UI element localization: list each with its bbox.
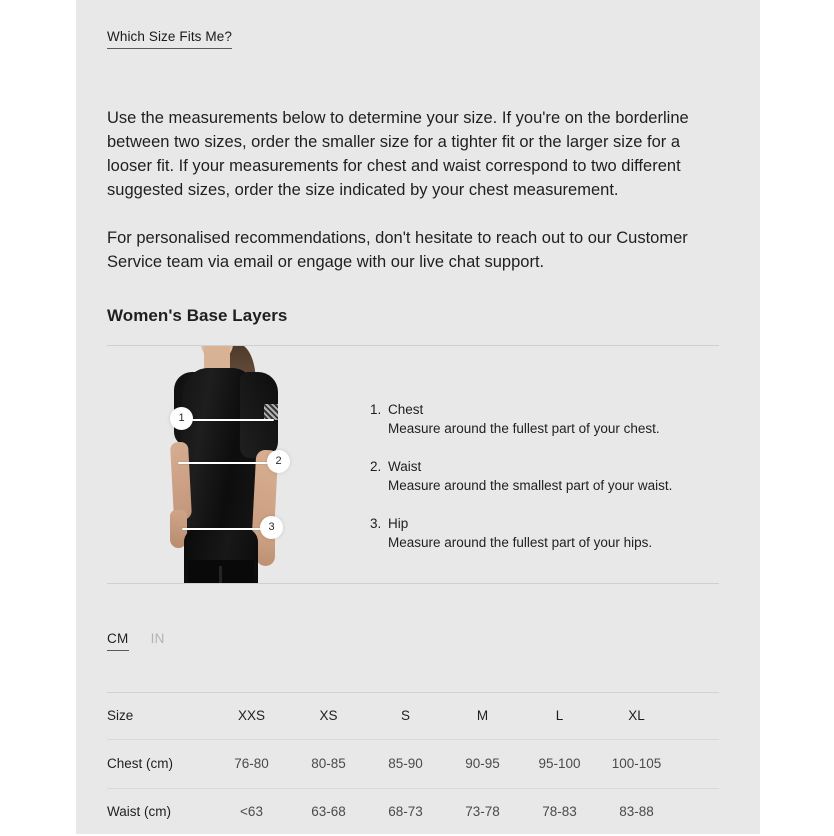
unit-option-in[interactable]: IN bbox=[150, 631, 165, 646]
waist-badge-icon: 2 bbox=[267, 450, 290, 473]
hip-badge-icon: 3 bbox=[260, 516, 283, 539]
waist-value-xxs: <63 bbox=[240, 804, 263, 819]
intro-paragraph-2: For personalised recommendations, don't hesitate to reach out to our Customer Service team via email or engage with our live chat support. bbox=[107, 228, 688, 271]
chest-badge-icon: 1 bbox=[170, 407, 193, 430]
step-title: Hip bbox=[388, 516, 409, 531]
row-label-waist: Waist (cm) bbox=[107, 804, 171, 819]
table-header-m: M bbox=[476, 708, 489, 723]
step-title: Chest bbox=[388, 402, 424, 417]
waist-value-xl: 83-88 bbox=[619, 804, 654, 819]
table-header-xl: XL bbox=[628, 708, 645, 723]
chest-value-xxs: 76-80 bbox=[234, 756, 269, 771]
which-size-fits-me-link[interactable]: Which Size Fits Me? bbox=[107, 28, 232, 49]
waist-value-filler bbox=[675, 788, 719, 836]
row-label-chest: Chest (cm) bbox=[107, 756, 174, 771]
model-leg-gap bbox=[219, 566, 222, 583]
measurement-step-hip bbox=[370, 514, 700, 552]
chest-value-filler bbox=[675, 740, 719, 788]
waist-value-xs: 63-68 bbox=[311, 804, 346, 819]
chest-value-xl: 100-105 bbox=[611, 756, 662, 771]
table-row bbox=[107, 740, 719, 788]
unit-option-cm[interactable]: CM bbox=[107, 630, 129, 651]
figure-bottom-divider bbox=[107, 583, 719, 584]
page-title: Women's Base Layers bbox=[107, 306, 288, 326]
jersey-logo-tag bbox=[264, 404, 278, 420]
waist-value-s: 68-73 bbox=[388, 804, 423, 819]
waist-measuring-line bbox=[178, 462, 280, 464]
chest-value-xs: 80-85 bbox=[311, 756, 346, 771]
unit-toggle bbox=[107, 630, 165, 651]
step-title: Waist bbox=[388, 459, 422, 474]
step-number: 1. bbox=[370, 402, 382, 417]
step-description: Measure around the fullest part of your hips. bbox=[388, 535, 653, 550]
chest-value-m: 90-95 bbox=[465, 756, 500, 771]
chest-value-l: 95-100 bbox=[538, 756, 581, 771]
measurement-step-chest bbox=[370, 400, 700, 438]
table-header-xs: XS bbox=[319, 708, 338, 723]
table-header-xxs: XXS bbox=[237, 708, 265, 723]
step-number: 2. bbox=[370, 459, 382, 474]
measurement-steps-list bbox=[370, 400, 700, 552]
waist-value-l: 78-83 bbox=[542, 804, 577, 819]
table-row bbox=[107, 788, 719, 836]
step-description: Measure around the fullest part of your chest. bbox=[388, 421, 660, 436]
measurement-step-waist bbox=[370, 457, 700, 495]
step-number: 3. bbox=[370, 516, 382, 531]
table-header-row bbox=[107, 692, 719, 740]
table-header-l: L bbox=[555, 708, 564, 723]
table-header-filler bbox=[675, 692, 719, 740]
intro-paragraph-1: Use the measurements below to determine your size. If you're on the borderline between two sizes, order the smaller size for a tighter fit or the larger size for a looser fit. If your measurements for chest and waist correspond to two different suggested sizes, order the size indicated by your chest measurement. bbox=[107, 108, 689, 200]
size-table bbox=[107, 692, 719, 836]
content-panel bbox=[76, 0, 760, 834]
model-figure bbox=[160, 346, 302, 583]
table-header-size: Size bbox=[107, 708, 134, 723]
waist-value-m: 73-78 bbox=[465, 804, 500, 819]
step-description: Measure around the smallest part of your waist. bbox=[388, 478, 673, 493]
table-header-s: S bbox=[400, 708, 410, 723]
chest-value-s: 85-90 bbox=[388, 756, 423, 771]
